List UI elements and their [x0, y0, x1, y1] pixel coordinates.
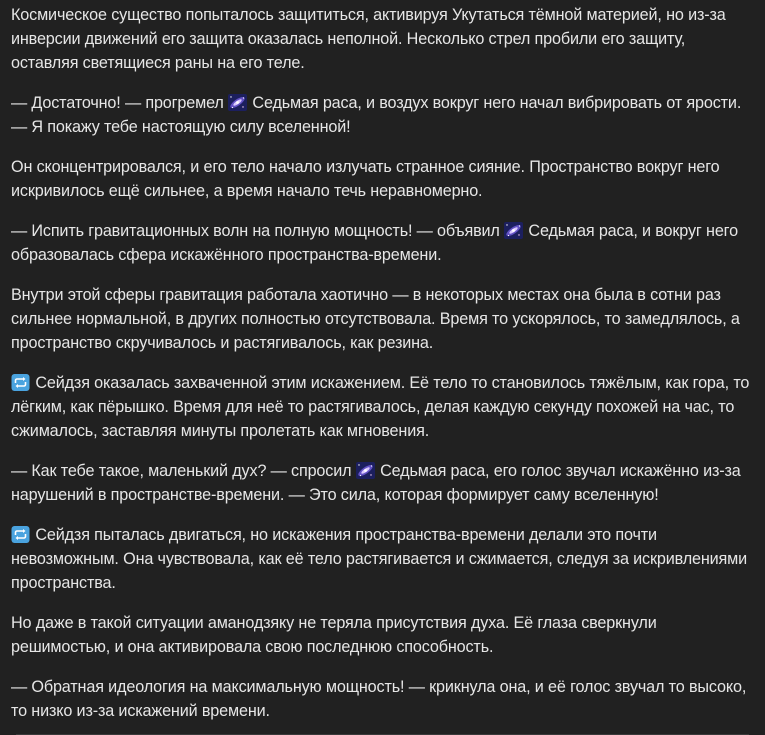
repeat-arrows-icon	[11, 374, 30, 391]
message-paragraph-7	[11, 459, 751, 507]
milky-way-icon	[356, 462, 375, 479]
message-paragraph-4	[11, 219, 751, 267]
paragraph-text-before: — Испить гравитационных волн на полную мощность! — объявил	[11, 222, 505, 240]
message-paragraph-8	[11, 523, 751, 595]
paragraph-text-after: Седьмая раса, и вокруг него образовалась сфера искажённого пространства-времени.	[11, 222, 738, 264]
paragraph-text: Внутри этой сферы гравитация работала хаотично — в некоторых местах она была в сотни раз сильнее нормальной, в других полностью отсутствовала. Время то ускорялось, то замедлялось, а пространство скручивалось и растягивалось, как резина.	[11, 286, 740, 352]
paragraph-text-after: Сейдзя оказалась захваченной этим искажением. Её тело то становилось тяжёлым, как гора, то лёгким, как пёрышко. Время для неё то растягивалось, делая каждую секунду похожей на час, то сжималось, заставляя минуты пролетать как мгновения.	[11, 374, 750, 440]
message-paragraph-9	[11, 611, 751, 659]
paragraph-text-after: Седьмая раса, и воздух вокруг него начал вибрировать от ярости. — Я покажу тебе настоящую силу вселенной!	[11, 94, 742, 136]
paragraph-text: — Обратная идеология на максимальную мощность! — крикнула она, и её голос звучал то высоко, то низко из-за искажений времени.	[11, 678, 747, 720]
paragraph-text-before: — Как тебе такое, маленький дух? — спросил	[11, 462, 356, 480]
message-paragraph-1	[11, 3, 751, 75]
paragraph-text-after: Седьмая раса, его голос звучал искажённо из-за нарушений в пространстве-времени. — Это сила, которая формирует саму вселенную!	[11, 462, 741, 504]
paragraph-text: Космическое существо попыталось защититься, активируя Укутаться тёмной материей, но из-за инверсии движений его защита оказалась неполной. Несколько стрел пробили его защиту, оставляя светящиеся раны на его теле.	[11, 6, 726, 72]
message-paragraph-6	[11, 371, 751, 443]
message-paragraph-3	[11, 155, 751, 203]
paragraph-text-after: Сейдзя пыталась двигаться, но искажения пространства-времени делали это почти невозможным. Она чувствовала, как её тело растягивается и сжимается, следуя за искривлениями пространства.	[11, 526, 748, 592]
message-paragraph-2	[11, 91, 751, 139]
repeat-arrows-icon	[11, 526, 30, 543]
message-paragraph-5	[11, 283, 751, 355]
message-paragraph-10	[11, 675, 751, 723]
message-body	[11, 3, 765, 723]
paragraph-text: Но даже в такой ситуации аманодзяку не теряла присутствия духа. Её глаза сверкнули решимостью, и она активировала свою последнюю способность.	[11, 614, 657, 656]
paragraph-text-before: — Достаточно! — прогремел	[11, 94, 229, 112]
milky-way-icon	[504, 222, 523, 239]
paragraph-text: Он сконцентрировался, и его тело начало излучать странное сияние. Пространство вокруг него искривилось ещё сильнее, а время начало течь неравномерно.	[11, 158, 720, 200]
milky-way-icon	[228, 94, 247, 111]
